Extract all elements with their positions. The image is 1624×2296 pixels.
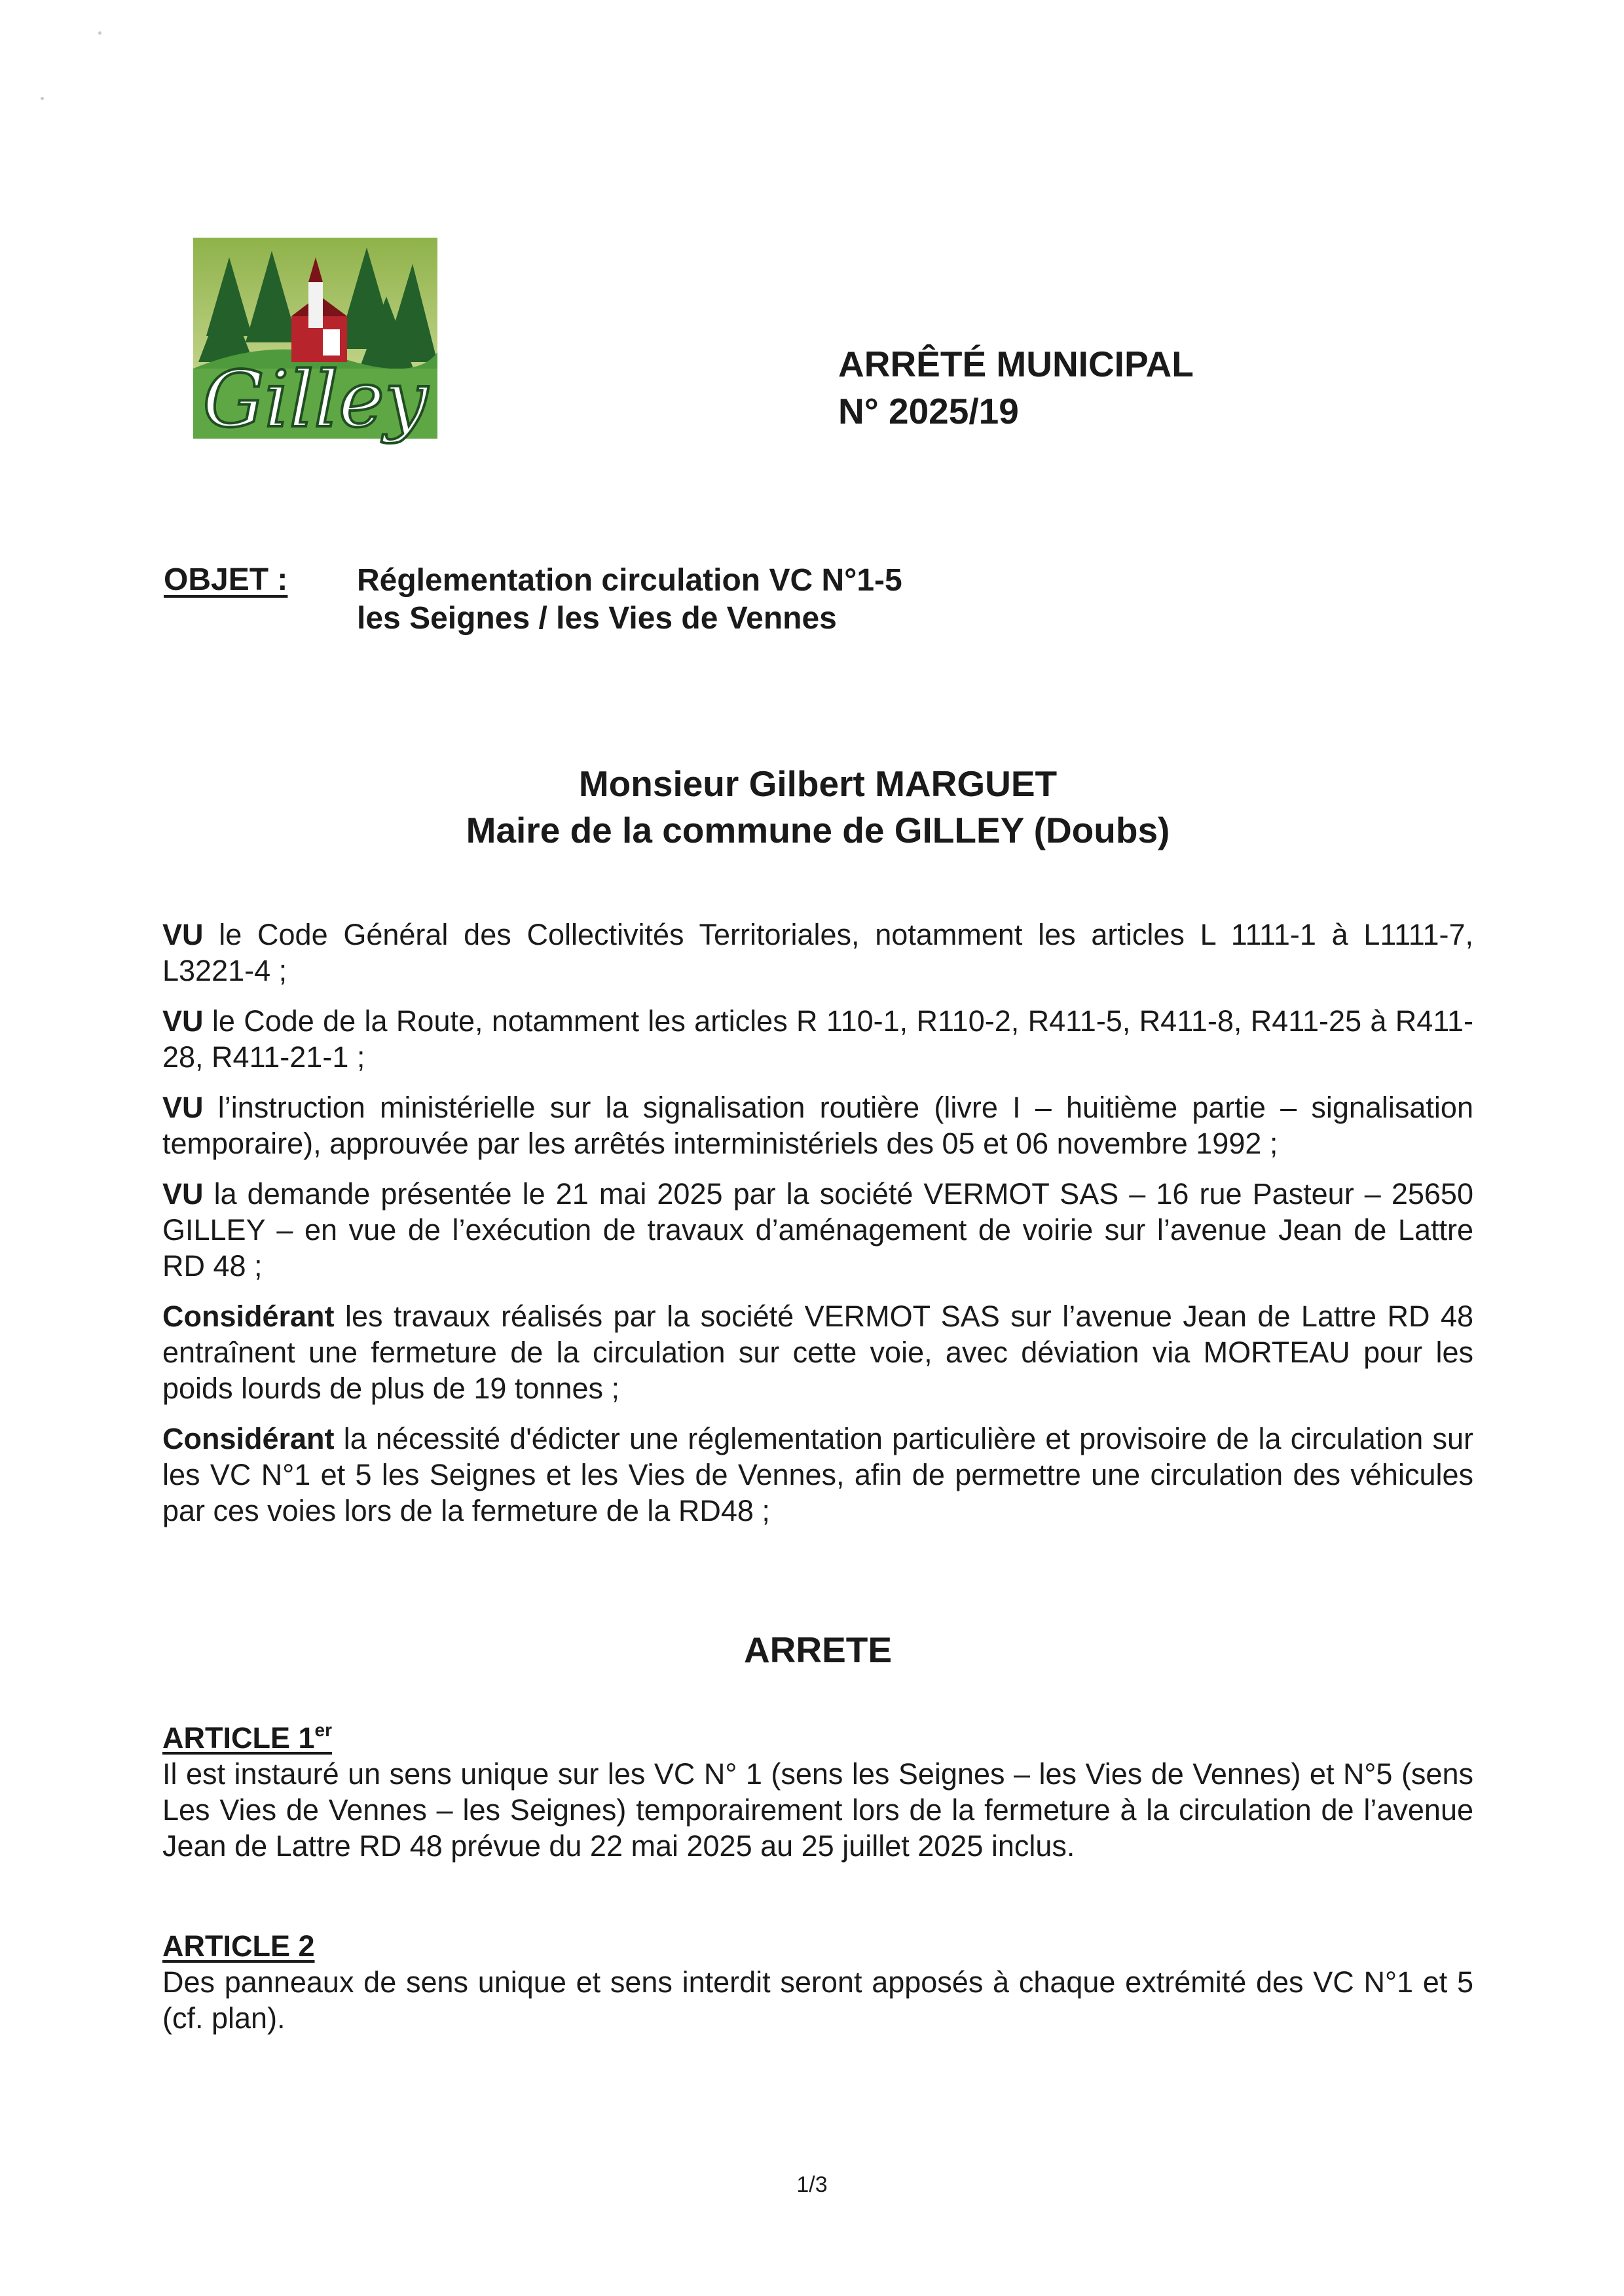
logo-text: Gilley [202, 354, 428, 445]
article-2-text: Des panneaux de sens unique et sens interdit seront apposés à chaque extrémité des VC N°1 et 5 (cf. plan). [162, 1965, 1473, 2035]
objet-line-2: les Seignes / les Vies de Vennes [357, 601, 837, 636]
document-title: ARRÊTÉ MUNICIPAL [838, 344, 1194, 384]
consideration-item: VU le Code Général des Collectivités Territoriales, notamment les articles L 1111-1 à L1111-7, L3221-4 ; [162, 918, 1473, 987]
consideration-item: VU l’instruction ministérielle sur la signalisation routière (livre I – huitième partie – signalisation temporaire), approuvée par les arrêtés interministériels des 05 et 06 novembre 1992 ; [162, 1091, 1473, 1160]
article-1-title: ARTICLE 1er [162, 1720, 332, 1755]
scan-speck [41, 97, 44, 100]
consideration-item: Considérant les travaux réalisés par la société VERMOT SAS sur l’avenue Jean de Lattre RD 48 entraînent une fermeture de la circulation sur cette voie, avec déviation via MORTEAU pour les poids lourds de plus de 19 tonnes ; [162, 1300, 1473, 1405]
objet-text [357, 562, 902, 638]
mayor-block [164, 761, 1472, 854]
objet-line-1: Réglementation circulation VC N°1-5 [357, 563, 902, 598]
page-number: 1/3 [796, 2172, 828, 2197]
objet-label: OBJET : [164, 562, 288, 597]
consideration-item: VU la demande présentée le 21 mai 2025 par la société VERMOT SAS – 16 rue Pasteur – 25650 GILLEY – en vue de l’exécution de travaux d’aménagement de voirie sur l’avenue Jean de Lattre RD 48 ; [162, 1177, 1473, 1283]
municipal-logo [193, 238, 437, 445]
mayor-role: Maire de la commune de GILLEY (Doubs) [466, 810, 1170, 850]
article-2 [162, 1928, 1473, 2036]
consideration-item: VU le Code de la Route, notamment les articles R 110-1, R110-2, R411-5, R411-8, R411-25 à R411-28, R411-21-1 ; [162, 1004, 1473, 1074]
document-number: N° 2025/19 [838, 391, 1019, 431]
arrete-heading: ARRETE [743, 1630, 893, 1670]
article-1-text: Il est instauré un sens unique sur les VC N° 1 (sens les Seignes – les Vies de Vennes) et N°5 (sens Les Vies de Vennes – les Seignes) temporairement lors de la fermeture à la circulation de l’avenue Jean de Lattre RD 48 prévue du 22 mai 2025 au 25 juillet 2025 inclus. [162, 1757, 1473, 1863]
article-1 [162, 1712, 1473, 1864]
scan-speck [98, 31, 101, 35]
document-title-block [838, 340, 1194, 435]
consideration-item: Considérant la nécessité d'édicter une réglementation particulière et provisoire de la circulation sur les VC N°1 et 5 les Seignes et les Vies de Vennes, afin de permettre une circulation des véhicules par ces voies lors de la fermeture de la RD48 ; [162, 1422, 1473, 1527]
article-2-title: ARTICLE 2 [162, 1929, 315, 1963]
considerations [162, 917, 1473, 1543]
mayor-name: Monsieur Gilbert MARGUET [578, 763, 1058, 804]
